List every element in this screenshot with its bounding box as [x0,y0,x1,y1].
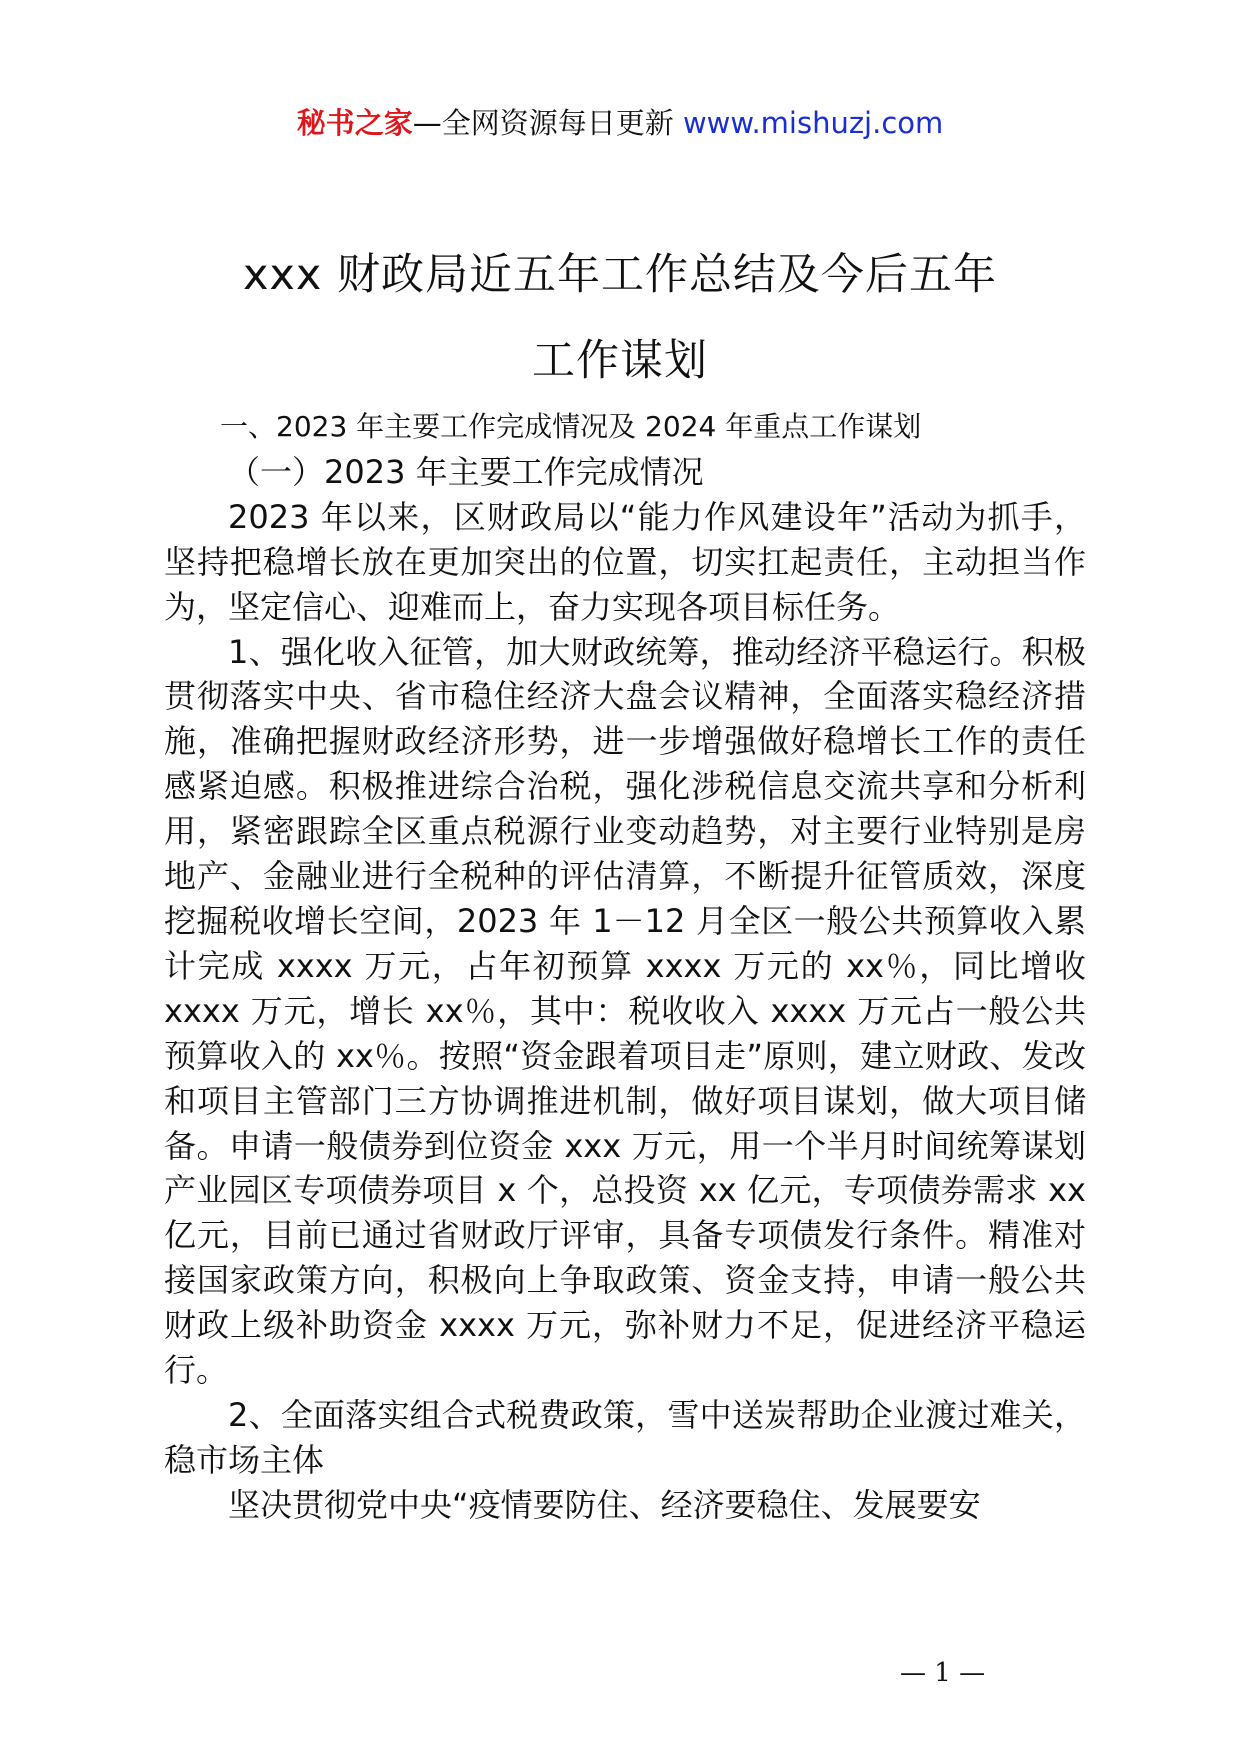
site-watermark-header [0,103,1240,143]
brand-name: 秘书之家 [296,106,413,140]
paragraph-item-2-text: 坚决贯彻党中央“疫情要防住、经济要稳住、发展要安 [228,1485,981,1524]
paragraph-item-1: 1、强化收入征管，加大财政统筹，推动经济平稳运行。积极贯彻落实中央、省市稳住经济大盘会议精神，全面落实稳经济措施，准确把握财政经济形势，进一步增强做好稳增长工作的责任感紧迫感。积极推进综合治税，强化涉税信息交流共享和分析利用，紧密跟踪全区重点税源行业变动趋势，对主要行业特别是房地产、金融业进行全税种的评估清算，不断提升征管质效，深度挖掘税收增长空间，2023 年 1－12 月全区一般公共预算收入累计完成 xxxx 万元，占年初预算 xxxx 万元的 xx％，同比增收 xxxx 万元，增长 xx％，其中：税收收入 xxxx 万元占一般公共预算收入的 xx％。按照“资金跟着项目走”原则，建立财政、发改和项目主管部门三方协调推进机制，做好项目谋划，做大项目储备。申请一般债券到位资金 xxx 万元，用一个半月时间统筹谋划产业园区专项债券项目 x 个，总投资 xx 亿元，专项债券需求 xx 亿元，目前已通过省财政厅评审，具备专项债发行条件。精准对接国家政策方向，积极向上争取政策、资金支持，申请一般公共财政上级补助资金 xxxx 万元，弥补财力不足，促进经济平稳运行。 [164,632,1086,1390]
watermark-tagline: —全网资源每日更新 [412,106,683,140]
website-url: www.mishuzj.com [682,106,944,140]
paragraph-intro: 2023 年以来，区财政局以“能力作风建设年”活动为抓手，坚持把稳增长放在更加突出的位置，切实扛起责任，主动担当作为，坚定信心、迎难而上，奋力实现各项目标任务。 [164,497,1086,626]
section-heading-2: （一）2023 年主要工作完成情况 [228,452,704,491]
document-body [164,405,1086,1528]
page-number: — 1 — [900,1658,986,1688]
document-title-line-1: xxx 财政局近五年工作总结及今后五年 [242,250,997,300]
document-title-line-2: 工作谋划 [532,336,708,386]
paragraph-item-2-heading: 2、全面落实组合式税费政策，雪中送炭帮助企业渡过难关，稳市场主体 [164,1395,1086,1479]
section-heading-1: 一、2023 年主要工作完成情况及 2024 年重点工作谋划 [220,410,922,443]
